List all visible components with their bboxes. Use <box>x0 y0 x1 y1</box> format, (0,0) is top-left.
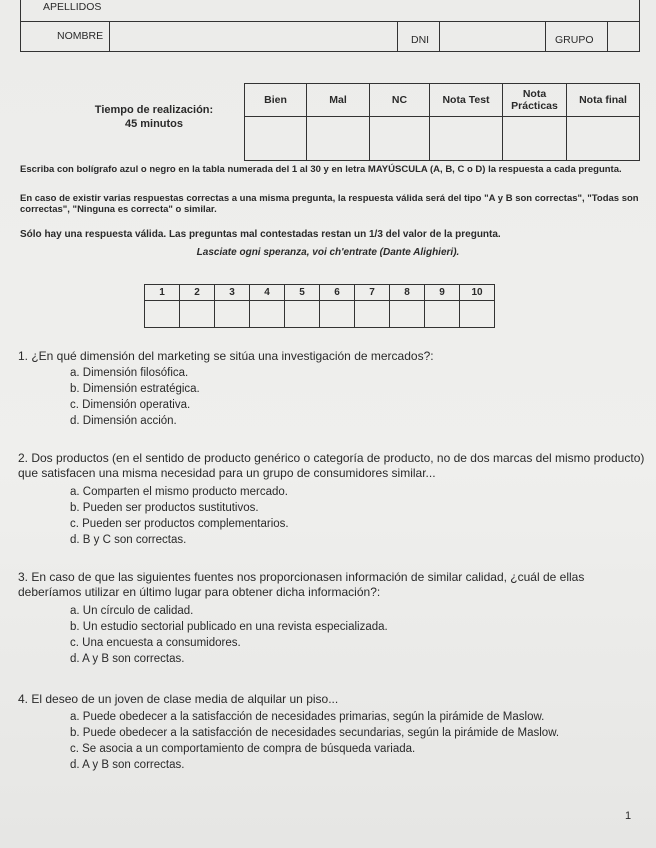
question-4-option-b: b. Puede obedecer a la satisfacción de necesidades secundarias, según la pirámide de Maslow. <box>70 727 560 739</box>
answer-number: 2 <box>180 285 215 301</box>
question-2-option-c: c. Pueden ser productos complementarios. <box>70 518 289 530</box>
answer-cell[interactable] <box>425 301 460 328</box>
grades-cell[interactable] <box>307 117 370 161</box>
exam-time <box>84 103 224 131</box>
answer-table <box>144 284 495 328</box>
apellidos-row[interactable] <box>21 0 639 22</box>
question-1-option-b: b. Dimensión estratégica. <box>70 383 200 395</box>
page-number: 1 <box>625 810 632 822</box>
question-3: 3. En caso de que las siguientes fuentes nos proporcionasen información de similar calidad, ¿cuál de ellas deberíamos utilizar en último lugar para obtener dicha información?: <box>18 570 585 599</box>
question-3-option-d: d. A y B son correctas. <box>70 653 185 665</box>
grades-cell[interactable] <box>503 117 567 161</box>
time-value: 45 minutos <box>124 118 184 130</box>
answer-cell[interactable] <box>285 301 320 328</box>
question-3-option-c: c. Una encuesta a consumidores. <box>70 637 241 649</box>
dante-quote: Lasciate ogni speranza, voi ch'entrate (Dante Alighieri). <box>196 247 460 258</box>
question-4-option-d: d. A y B son correctas. <box>70 759 185 771</box>
answer-number: 6 <box>320 285 355 301</box>
grades-table <box>244 83 640 161</box>
question-1-option-a: a. Dimensión filosófica. <box>70 367 189 379</box>
question-3-option-a: a. Un círculo de calidad. <box>70 605 194 617</box>
answer-cell[interactable] <box>215 301 250 328</box>
question-2-option-b: b. Pueden ser productos sustitutivos. <box>70 502 259 514</box>
dni-label: DNI <box>411 34 430 46</box>
grades-header: Nota final <box>567 84 640 117</box>
grupo-label: GRUPO <box>555 34 594 46</box>
answer-number: 4 <box>250 285 285 301</box>
answer-number: 10 <box>460 285 495 301</box>
dni-field[interactable] <box>445 24 543 48</box>
apellidos-label: APELLIDOS <box>43 1 102 13</box>
student-info-box <box>20 0 640 52</box>
nombre-field[interactable] <box>117 24 397 48</box>
instruction-3: Sólo hay una respuesta válida. Las preguntas mal contestadas restan un 1/3 del valor de la pregunta. <box>20 229 501 240</box>
question-4-option-c: c. Se asocia a un comportamiento de compra de búsqueda variada. <box>70 743 416 755</box>
nombre-label: NOMBRE <box>57 30 104 42</box>
instruction-1: Escriba con bolígrafo azul o negro en la tabla numerada del 1 al 30 y en letra MAYÚSCULA (A, B, C o D) la respuesta a cada pregunta. <box>20 164 622 175</box>
question-3-option-b: b. Un estudio sectorial publicado en una revista especializada. <box>70 621 388 633</box>
grades-header: NC <box>370 84 430 117</box>
answer-cell[interactable] <box>460 301 495 328</box>
answer-number: 1 <box>145 285 180 301</box>
grades-header: Nota Prácticas <box>503 84 567 117</box>
question-1-option-c: c. Dimensión operativa. <box>70 399 191 411</box>
grupo-field[interactable] <box>613 24 635 48</box>
question-2: 2. Dos productos (en el sentido de producto genérico o categoría de producto, no de dos marcas del mismo producto) que satisfacen una misma necesidad para un grupo de consumidores similar... <box>18 451 645 480</box>
answer-cell[interactable] <box>355 301 390 328</box>
question-4: 4. El deseo de un joven de clase media de alquilar un piso... <box>18 692 339 706</box>
answer-cell[interactable] <box>145 301 180 328</box>
answer-number: 9 <box>425 285 460 301</box>
grades-cell[interactable] <box>245 117 307 161</box>
grades-header: Nota Test <box>430 84 503 117</box>
question-2-option-a: a. Comparten el mismo producto mercado. <box>70 486 288 498</box>
answer-cell[interactable] <box>250 301 285 328</box>
answer-cell[interactable] <box>320 301 355 328</box>
grades-cell[interactable] <box>430 117 503 161</box>
grades-header: Bien <box>245 84 307 117</box>
answer-number: 5 <box>285 285 320 301</box>
grades-header: Mal <box>307 84 370 117</box>
answer-cell[interactable] <box>390 301 425 328</box>
answer-cell[interactable] <box>180 301 215 328</box>
instruction-2: En caso de existir varias respuestas correctas a una misma pregunta, la respuesta válida será del tipo "A y B son correctas", "Todas son correctas", "Ninguna es correcta" o similar. <box>20 193 639 215</box>
answer-number: 7 <box>355 285 390 301</box>
nombre-row <box>21 22 639 52</box>
time-label: Tiempo de realización: <box>94 104 214 116</box>
grades-cell[interactable] <box>370 117 430 161</box>
question-1: 1. ¿En qué dimensión del marketing se sitúa una investigación de mercados?: <box>18 349 434 363</box>
answer-number: 8 <box>390 285 425 301</box>
question-1-option-d: d. Dimensión acción. <box>70 415 177 427</box>
question-2-option-d: d. B y C son correctas. <box>70 534 187 546</box>
answer-number: 3 <box>215 285 250 301</box>
grades-cell[interactable] <box>567 117 640 161</box>
question-4-option-a: a. Puede obedecer a la satisfacción de necesidades primarias, según la pirámide de Maslow. <box>70 711 545 723</box>
